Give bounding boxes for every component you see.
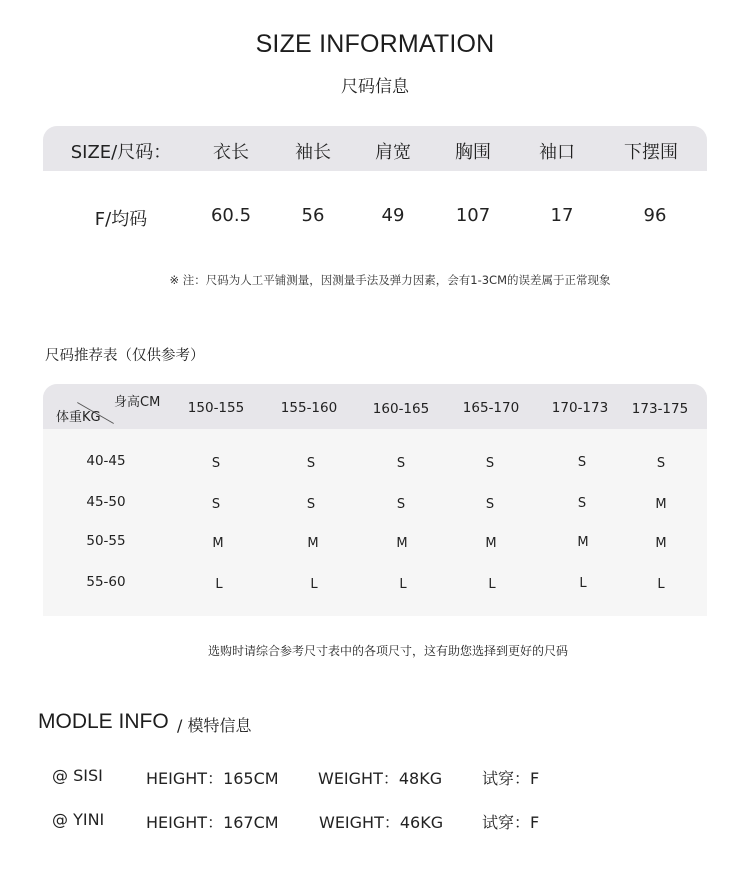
model-fit: 试穿：F	[482, 813, 540, 832]
size-cell: M	[485, 536, 497, 551]
weight-row-1: 40-45	[86, 453, 126, 469]
size-header-shoulder: 肩宽	[375, 142, 411, 163]
model-weight: WEIGHT：46KG	[319, 813, 444, 832]
size-cell: S	[485, 497, 495, 512]
size-cell: L	[579, 576, 587, 591]
model-name: @ YINI	[52, 810, 105, 829]
size-cell: S	[485, 456, 495, 471]
model-info-subtitle: / 模特信息	[177, 716, 252, 735]
size-row-chest: 107	[455, 205, 491, 226]
size-cell: S	[306, 497, 316, 512]
size-cell: S	[577, 496, 587, 511]
recommend-table	[43, 384, 707, 616]
size-cell: M	[655, 536, 667, 551]
weight-row-3: 50-55	[86, 533, 126, 549]
size-header-hem: 下摆围	[624, 142, 678, 163]
height-col-6: 173-175	[631, 401, 689, 417]
size-header-chest: 胸围	[455, 142, 491, 163]
height-col-5: 170-173	[551, 400, 609, 416]
corner-weight-label: 体重KG	[56, 410, 101, 425]
height-col-3: 160-165	[372, 401, 430, 417]
size-cell: M	[577, 535, 589, 550]
model-fit: 试穿：F	[482, 769, 540, 788]
page-subtitle: 尺码信息	[341, 77, 409, 97]
height-col-1: 150-155	[187, 400, 245, 416]
size-cell: L	[310, 577, 318, 592]
size-header-length: 衣长	[213, 142, 249, 163]
weight-row-4: 55-60	[86, 574, 126, 590]
size-header-size: SIZE/尺码：	[70, 142, 172, 163]
size-cell: S	[211, 456, 221, 471]
model-height: HEIGHT：167CM	[146, 813, 279, 832]
size-row-sleeve: 56	[301, 205, 325, 226]
model-info-title: MODLE INFO	[38, 710, 169, 733]
weight-row-2: 45-50	[86, 494, 126, 510]
recommend-title: 尺码推荐表（仅供参考）	[45, 348, 205, 364]
size-cell: L	[215, 577, 223, 592]
size-cell: L	[488, 577, 496, 592]
model-name: @ SISI	[52, 766, 103, 785]
size-header-cuff: 袖口	[539, 142, 575, 163]
size-cell: M	[396, 536, 408, 551]
size-row-shoulder: 49	[381, 205, 405, 226]
model-weight: WEIGHT：48KG	[318, 769, 443, 788]
size-row-size: F/均码	[94, 209, 148, 230]
height-col-4: 165-170	[462, 400, 520, 416]
size-cell: L	[657, 577, 665, 592]
size-cell: M	[307, 536, 319, 551]
measurement-note: ※ 注：尺码为人工平铺测量，因测量手法及弹力因素，会有1-3CM的误差属于正常现象	[169, 273, 611, 287]
size-cell: M	[212, 536, 224, 551]
size-row-hem: 96	[643, 205, 667, 226]
size-header-sleeve: 袖长	[295, 142, 331, 163]
size-cell: L	[399, 577, 407, 592]
size-cell: S	[306, 456, 316, 471]
size-cell: S	[577, 455, 587, 470]
selection-tip: 选购时请综合参考尺寸表中的各项尺寸，这有助您选择到更好的尺码	[207, 644, 568, 658]
size-row-length: 60.5	[210, 205, 252, 226]
size-cell: S	[396, 497, 406, 512]
size-row-cuff: 17	[550, 205, 574, 226]
size-cell: M	[655, 497, 667, 512]
size-cell: S	[211, 497, 221, 512]
page-title: SIZE INFORMATION	[255, 30, 495, 58]
height-col-2: 155-160	[280, 400, 338, 416]
corner-height-label: 身高CM	[114, 395, 161, 410]
size-cell: S	[656, 456, 666, 471]
size-cell: S	[396, 456, 406, 471]
model-height: HEIGHT：165CM	[146, 769, 279, 788]
